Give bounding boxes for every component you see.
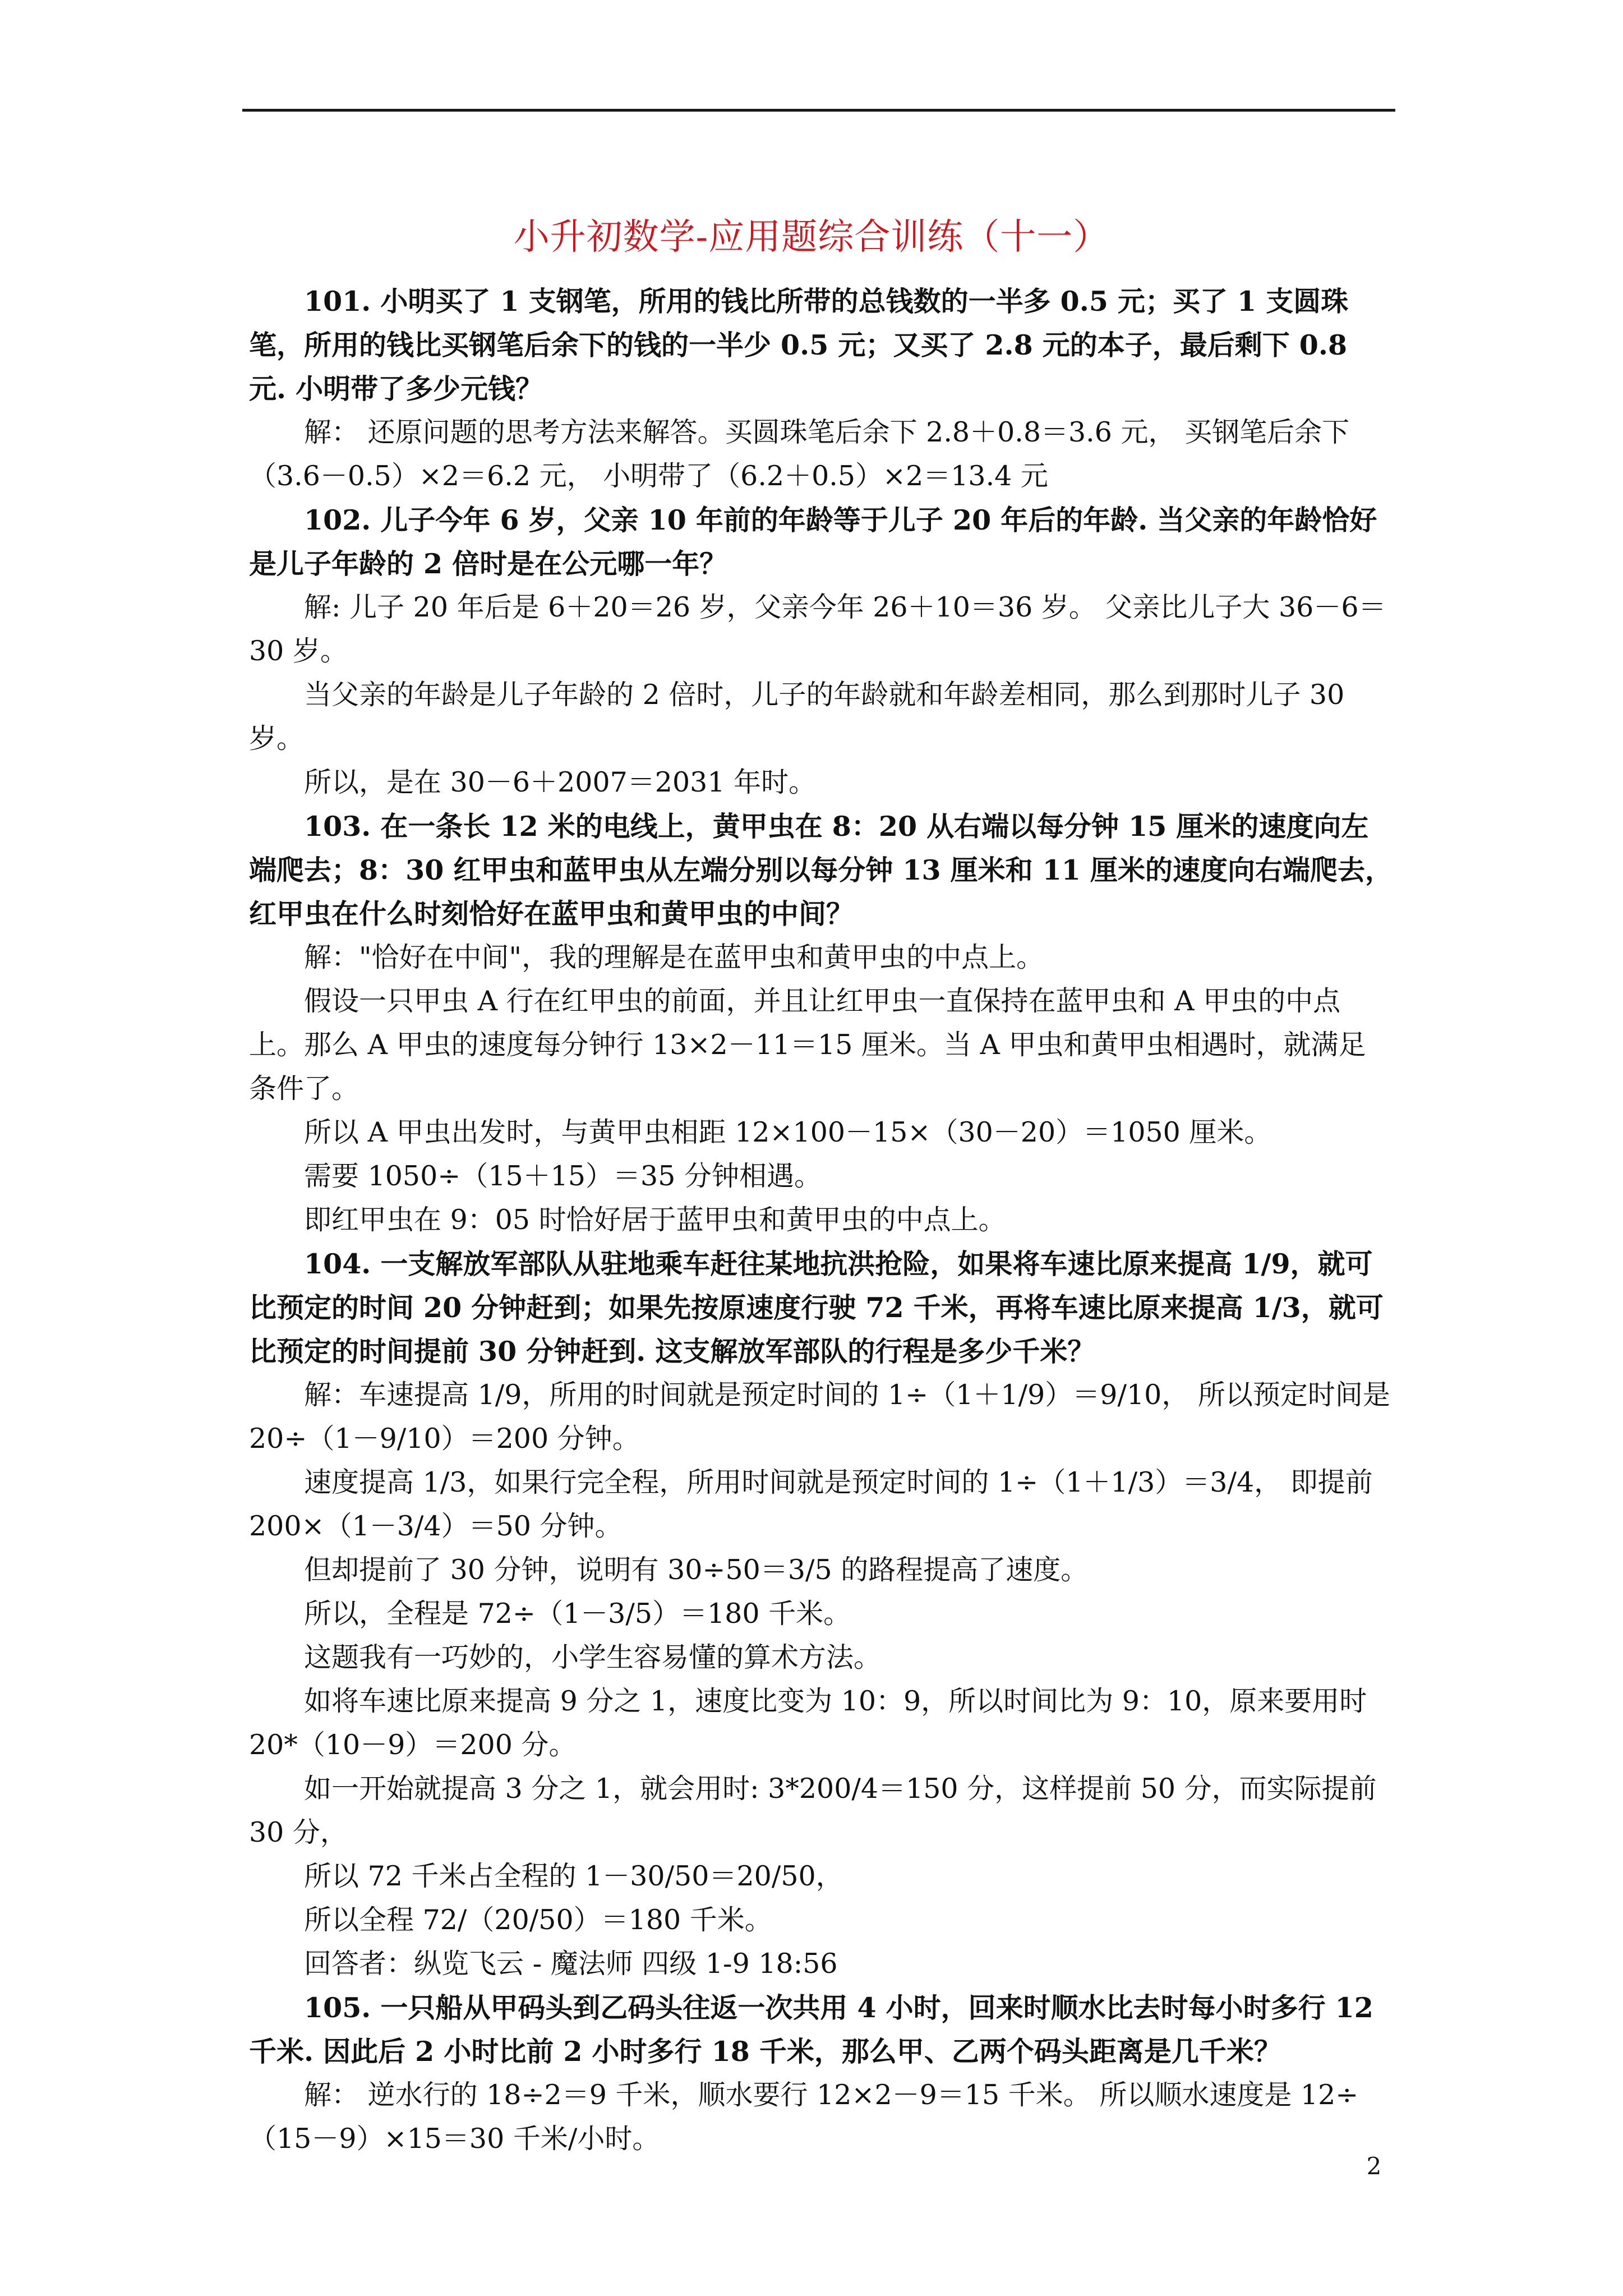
answer-paragraph: 解: 儿子 20 年后是 6＋20＝26 岁，父亲今年 26＋10＝36 岁。 父亲比儿子大 36－6＝30 岁。 [249,591,1386,667]
answer-paragraph: 速度提高 1/3，如果行完全程，所用时间就是预定时间的 1÷（1＋1/3）＝3/4， 即提前 200×（1－3/4）＝50 分钟。 [249,1466,1373,1542]
answer-paragraph: 即红甲虫在 9：05 时恰好居于蓝甲虫和黄甲虫的中点上。 [304,1204,1006,1236]
answer-paragraph: 当父亲的年龄是儿子年龄的 2 倍时，儿子的年龄就和年龄差相同，那么到那时儿子 30 岁。 [249,679,1345,754]
answer-paragraph: 假设一只甲虫 A 行在红甲虫的前面，并且让红甲虫一直保持在蓝甲虫和 A 甲虫的中点上。那么 A 甲虫的速度每分钟行 13×2－11＝15 厘米。当 A 甲虫和黄甲虫相遇时，就满足条件了。 [249,985,1366,1105]
answer-paragraph: 解："恰好在中间"，我的理解是在蓝甲虫和黄甲虫的中点上。 [304,941,1044,973]
answer-paragraph: 如一开始就提高 3 分之 1，就会用时: 3*200/4＝150 分，这样提前 50 分，而实际提前 30 分， [249,1773,1377,1848]
answer-paragraph: 解： 逆水行的 18÷2＝9 千米，顺水要行 12×2－9＝15 千米。 所以顺水速度是 12÷（15－9）×15＝30 千米/小时。 [249,2079,1359,2155]
answer-paragraph: 如将车速比原来提高 9 分之 1，速度比变为 10：9，所以时间比为 9：10，原来要用时 20*（10－9）＝200 分。 [249,1685,1367,1761]
answer-paragraph: 所以全程 72/（20/50）＝180 千米。 [304,1904,772,1936]
answer-paragraph: 这题我有一巧妙的，小学生容易懂的算术方法。 [304,1641,882,1673]
answer-paragraph: 所以 A 甲虫出发时，与黄甲虫相距 12×100－15×（30－20）＝1050 厘米。 [304,1116,1272,1148]
header-rule [242,109,1395,112]
answer-paragraph: 所以 72 千米占全程的 1－30/50＝20/50， [304,1860,843,1892]
answer-paragraph: 但却提前了 30 分钟，说明有 30÷50＝3/5 的路程提高了速度。 [304,1554,1089,1586]
answer-paragraph: 解： 还原问题的思考方法来解答。买圆珠笔后余下 2.8＋0.8＝3.6 元， 买钢笔后余下（3.6－0.5）×2＝6.2 元， 小明带了（6.2＋0.5）×2＝13.4 元 [249,416,1350,492]
question-paragraph: 102. 儿子今年 6 岁，父亲 10 年前的年龄等于儿子 20 年后的年龄. 当父亲的年龄恰好是儿子年龄的 2 倍时是在公元哪一年？ [249,504,1377,580]
question-paragraph: 101. 小明买了 1 支钢笔，所用的钱比所带的总钱数的一半多 0.5 元；买了 1 支圆珠笔，所用的钱比买钢笔后余下的钱的一半少 0.5 元；又买了 2.8 元的本子，最后剩下 0.8 元. 小明带了多少元钱？ [249,285,1349,405]
question-paragraph: 103. 在一条长 12 米的电线上，黄甲虫在 8：20 从右端以每分钟 15 厘米的速度向左端爬去；8：30 红甲虫和蓝甲虫从左端分别以每分钟 13 厘米和 11 厘米的速度向右端爬去，红甲虫在什么时刻恰好在蓝甲虫和黄甲虫的中间？ [249,810,1393,930]
answer-paragraph: 所以，全程是 72÷（1－3/5）＝180 千米。 [304,1598,851,1630]
answer-paragraph: 回答者：纵览飞云 - 魔法师 四级 1-9 18:56 [304,1948,838,1980]
answer-paragraph: 解：车速提高 1/9，所用的时间就是预定时间的 1÷（1＋1/9）＝9/10， 所以预定时间是 20÷（1－9/10）＝200 分钟。 [249,1379,1390,1455]
document-title: 小升初数学-应用题综合训练（十一） [513,217,1110,258]
document-body [249,279,1393,2161]
question-paragraph: 105. 一只船从甲码头到乙码头往返一次共用 4 小时，回来时顺水比去时每小时多行 12 千米. 因此后 2 小时比前 2 小时多行 18 千米，那么甲、乙两个码头距离是几千米？ [249,1991,1373,2068]
answer-paragraph: 所以，是在 30－6＋2007＝2031 年时。 [304,766,817,798]
answer-paragraph: 需要 1050÷（15＋15）＝35 分钟相遇。 [304,1160,822,1192]
question-paragraph: 104. 一支解放军部队从驻地乘车赶往某地抗洪抢险，如果将车速比原来提高 1/9，就可比预定的时间 20 分钟赶到；如果先按原速度行驶 72 千米，再将车速比原来提高 1/3，就可比预定的时间提前 30 分钟赶到. 这支解放军部队的行程是多少千米？ [249,1248,1384,1368]
page-number: 2 [1366,2152,1382,2180]
